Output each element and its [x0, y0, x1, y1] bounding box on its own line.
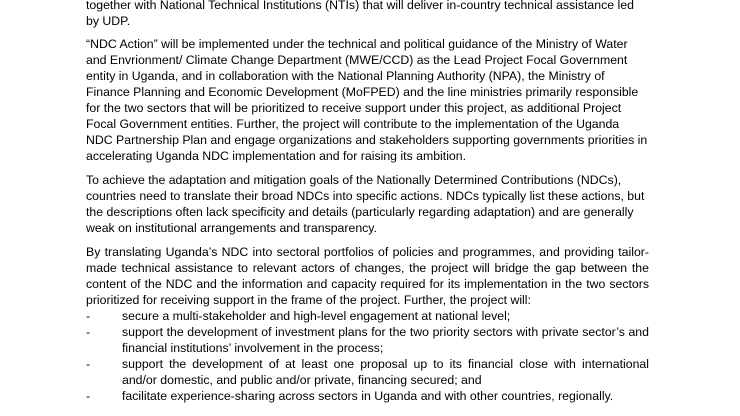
list-item	[86, 324, 649, 356]
list-item-text: support the development of investment plans for the two priority sectors with private sector’s and financial institutions’ involvement in the process;	[122, 325, 649, 355]
list-item-text: facilitate experience-sharing across sectors in Uganda and with other countries, regionally.	[122, 389, 614, 403]
paragraph-adaptation-mitigation: To achieve the adaptation and mitigation goals of the Nationally Determined Contributions (NDCs), countries need to translate their broad NDCs into specific actions. NDCs typically list these actions, but the descriptions often lack specificity and details (particularly regarding adaptation) and are generally weak on institutional arrangements and transparency.	[86, 173, 645, 235]
bullet-marker: -	[86, 389, 91, 403]
paragraph-translating-ndc: By translating Uganda’s NDC into sectoral portfolios of policies and programmes, and providing tailor-made technical assistance to relevant actors of changes, the project will bridge the gap between the content of the NDC and the information and capacity required for its implementation in the two sectors prioritized for receiving support in the frame of the project. Further, the project will:	[86, 245, 649, 307]
bullet-marker: -	[86, 357, 91, 371]
paragraph-ndc-action: “NDC Action” will be implemented under the technical and political guidance of the Ministry of Water and Envrionment/ Climate Change Department (MWE/CCD) as the Lead Project Focal Government entity in Uganda, and in collaboration with the National Planning Authority (NPA), the Ministry of Finance Planning and Economic Development (MoFPED) and the line ministries primarily responsible for the two sectors that will be prioritized to receive support under this project, as additional Project Focal Government entities. Further, the project will contribute to the implementation of the Uganda NDC Partnership Plan and engage organizations and stakeholders supporting governments priorities in accelerating Uganda NDC implementation and for raising its ambition.	[86, 37, 648, 163]
list-item	[86, 356, 649, 388]
bullet-marker: -	[86, 309, 91, 323]
list-item	[86, 388, 649, 404]
list-item	[86, 308, 649, 324]
paragraph-continuation: together with National Technical Institutions (NTIs) that will deliver in-country technical assistance led by UDP.	[86, 0, 634, 28]
bullet-list	[86, 308, 649, 404]
list-item-text: secure a multi-stakeholder and high-level engagement at national level;	[122, 309, 511, 323]
list-item-text: support the development of at least one proposal up to its financial close with international and/or domestic, and public and/or private, financing secured; and	[122, 357, 649, 387]
bullet-marker: -	[86, 325, 91, 339]
